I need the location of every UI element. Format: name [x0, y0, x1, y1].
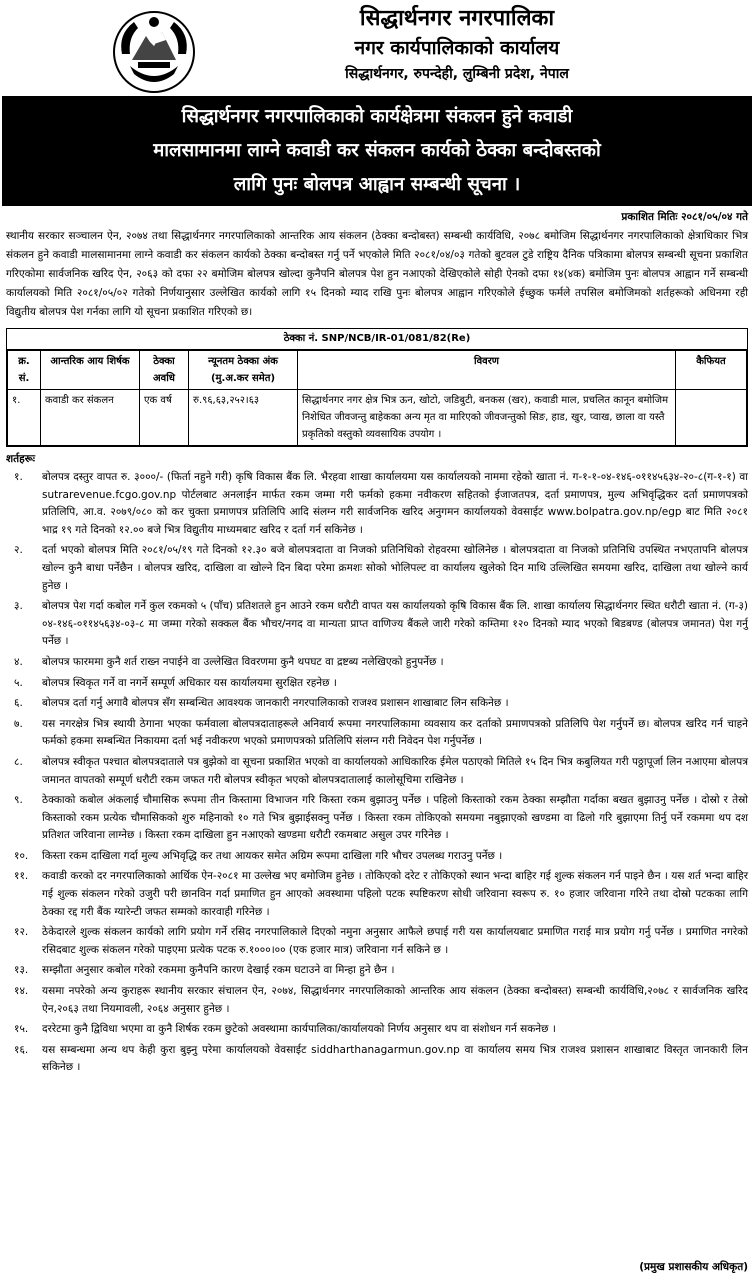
condition-text: बोलपत्र स्वीकृत पश्चात बोलपत्रदाताले पत्र बुझेको वा सूचना प्रकाशित भएको वा कार्यालयको आधिकारिक ईमेल पठाएको मितिले १५ दिन भित्र कबुलियत गरी पठ्ठापूर्जा लिन नआएमा बोलपत्र जमानत वापतको सम्पूर्ण धरौटी रकम जफत गरी बोलपत्र स्वीकृत भएको बोलपत्रदातालाई कालोसूचिमा राखिनेछ । [42, 755, 748, 786]
office-header [0, 0, 754, 96]
condition-number: १५. [14, 1023, 29, 1036]
condition-number: ३. [14, 600, 23, 613]
condition-text: बोलपत्र फारममा कुनै शर्त राख्न नपाईने वा उल्लेखित विवरणमा कुनै थपघट वा द्रष्टब्य नलेखिएको हुनुपर्नेछ । [42, 655, 444, 668]
nepal-government-emblem-icon [108, 4, 200, 96]
col-details: विवरण [298, 351, 676, 390]
list-item [6, 754, 748, 789]
condition-number: ८. [14, 755, 23, 768]
condition-number: ६. [14, 697, 23, 710]
condition-text: बोलपत्र दर्ता गर्नु अगावै बोलपत्र सँग सम्बन्धित आवश्यक जानकारी नगरपालिकाको राजश्व प्रशासन शाखाबाट लिन सकिनेछ । [42, 697, 509, 710]
cell-title: कवाडी कर संकलन [41, 390, 140, 446]
condition-text: सम्झौता अनुसार कबोल गरेको रकममा कुनैपनि कारण देखाई रकम घटाउने वा मिन्हा हुने छैन । [42, 964, 395, 977]
office-address: सिद्धार्थनगर, रुपन्देही, लुम्बिनी प्रदेश, नेपाल [345, 66, 569, 82]
cell-sn: १. [8, 390, 41, 446]
signatory-title: (प्रमुख प्रशासकीय अधिकृत) [639, 1261, 748, 1273]
condition-number: १२. [14, 926, 29, 939]
condition-text: किस्ता रकम दाखिला गर्दा मुल्य अभिवृद्धि कर तथा आयकर समेत अग्रिम रूपमा दाखिला गरि भौचर उपलब्ध गराउनु पर्नेछ । [42, 849, 503, 862]
condition-number: १६. [14, 1043, 29, 1056]
cell-duration: एक वर्ष [140, 390, 189, 446]
notice-title-line-3: लागि पुनः बोलपत्र आह्वान सम्बन्धी सूचना । [233, 174, 521, 195]
condition-number: ५. [14, 676, 23, 689]
office-name: नगर कार्यपालिकाको कार्यालय [354, 37, 560, 59]
condition-number: ११. [14, 870, 29, 883]
condition-text: दर्ता भएको बोलपत्र मिति २०८१/०५/१९ गते दिनको १२.३० बजे बोलपत्रदाता वा निजको प्रतिनिधिको रोहवरमा खोलिनेछ । बोलपत्रदाता वा निजको प्रतिनिधि उपस्थित नभएतापनि बोलपत्र खोल्न कुनै बाधा पर्नेछैन । बोलपत्र खरिद, दाखिला वा खोल्ने दिन बिदा परेमा क्रमशः सोको भोलिपल्ट वा कार्यालय खुलेको दिन माथि उल्लिखित समयमा खरिद, दाखिला तथा खोल्ने कार्य हुनेछ । [42, 544, 748, 592]
condition-number: १. [14, 471, 23, 483]
publish-date: प्रकाशित मितिः २०८१/०५/०४ गते [621, 211, 748, 223]
contract-number: ठेक्का नं. SNP/NCB/IR-01/081/82(Re) [7, 329, 747, 350]
condition-number: १३. [14, 964, 29, 977]
condition-text: बोलपत्र स्विकृत गर्ने वा नगर्ने सम्पूर्ण अधिकार यस कार्यालयमा सुरक्षित रहनेछ । [42, 676, 337, 689]
list-item [6, 716, 748, 751]
condition-number: १०. [14, 849, 29, 862]
condition-text: यस नगरक्षेत्र भित्र स्थायी ठेगाना भएका फर्मवाला बोलपत्रदाताहरूले अनिवार्य रूपमा नगरपालिकामा व्यवसाय कर दर्ताको प्रमाणपत्रको प्रतिलिपि पेश गर्नुपर्ने छ। बोलपत्र खरिद गर्न चाहने फर्मको हकमा सम्बन्धित निकायमा दर्ता भई नवीकरण भएको प्रमाणपत्रको प्रतिलिपि संलग्न गरी निवेदन पेश गर्नुपर्नेछ । [42, 717, 748, 748]
col-sn: क्र. सं. [8, 351, 41, 390]
list-item [6, 542, 748, 595]
list-item [6, 792, 748, 845]
list-item [6, 983, 748, 1018]
condition-number: २. [14, 544, 23, 557]
cell-remarks [676, 390, 747, 446]
list-item [6, 924, 748, 959]
list-item [6, 1042, 748, 1077]
condition-text: यस सम्बन्धमा अन्य थप केही कुरा बुझ्नु परेमा कार्यालयको वेवसाईट siddharthanagarmun.gov.np वा कार्यालय समय भित्र राजश्व प्रशासन शाखाबाट विस्तृत जानकारी लिन सकिनेछ । [42, 1043, 748, 1074]
conditions-heading: शर्तहरूः [6, 453, 35, 465]
list-item [6, 469, 748, 539]
list-item [6, 868, 748, 921]
contract-table [7, 350, 747, 446]
conditions-list [0, 469, 754, 1077]
condition-number: ९. [14, 794, 23, 807]
cell-details: सिद्धार्थनगर नगर क्षेत्र भित्र ऊन, खोटो, जडिबुटी, बनकस (खर), कवाडी माल, प्रचलित कानून बमोजिम निशेधित जीवजन्तु बाहेकका अन्य मृत वा मारिएको जीवजन्तुको सिङ, हाड, खुर, प्वाख, छाला वा यस्तै प्रकृतिको वस्तुको व्यवसायिक उपयोग । [298, 390, 676, 446]
condition-text: ठेकेदारले शुल्क संकलन कार्यको लागि प्रयोग गर्ने रसिद नगरपालिकाले दिएको नमुना अनुसार आफैले छपाई गरी यस कार्यालयबाट प्रमाणित गराई मात्र प्रयोग गर्नु पर्नेछ । प्रमाणित नगरेको रसिदबाट शुल्क संकलन गरेको पाइएमा प्रत्येक पटक रु.१०००।०० (एक हजार मात्र) जरिवाना गर्न सकिने छ । [42, 926, 748, 956]
list-item [6, 654, 748, 672]
notice-title-line-2: मालसामानमा लाग्ने कवाडी कर संकलन कार्यको ठेक्का बन्दोबस्तको [153, 140, 601, 161]
office-name-block [200, 4, 714, 86]
condition-text: कवाडी करको दर नगरपालिकाको आर्थिक ऐन-२०८१ मा उल्लेख भए बमोजिम हुनेछ । तोकिएको दरेट र तोकिएको स्थान भन्दा बाहिर गई शुल्क संकलन गर्न पाइने छैन । यस शर्त भन्दा बाहिर गई शुल्क संकलन गरेको उजुरी परी छानविन गर्दा प्रमाणित हुन आएको अवस्थामा पहिलो पटक स्पष्टिकरण सोधी जरिवाना स्वरूप रु. १० हजार जरिवाना गरिने तथा दोस्रो पटकका लागि ठेक्का रद्द गरी बैंक ग्यारेन्टी जफत सम्मको कारवाही गरिनेछ । [42, 870, 748, 918]
table-row [8, 390, 747, 446]
condition-text: बोलपत्र पेश गर्दा कबोल गर्ने कुल रकमको ५ (पाँच) प्रतिशतले हुन आउने रकम धरौटी वापत यस कार्यालयको कृषि विकास बैंक लि. शाखा कार्यालय सिद्धार्थनगर स्थित धरौटी खाता नं. (ग-३) ०४-१४६-०११४५६३४-०३-८ मा जम्मा गरेको सक्कल बैंक भौचर/नगद वा मान्यता प्राप्त वाणिज्य बैंकले जारी गरेको कम्तिमा १२० दिनको म्याद भएको बिडबण्ड (बोलपत्र जमानत) पेश गर्नु पर्नेछ । [42, 600, 748, 648]
notice-title-line-1: सिद्धार्थनगर नगरपालिकाको कार्यक्षेत्रमा संकलन हुने कवाडी [181, 106, 573, 127]
list-item [6, 675, 748, 693]
condition-text: यसमा नपरेको अन्य कुराहरू स्थानीय सरकार संचालन ऐन, २०७४, सिद्धार्थनगर नगरपालिकाको आन्तरिक आय संकलन (ठेक्का बन्दोबस्त) सम्बन्धी कार्यविधि,२०७८ र सार्वजनिक खरिद ऐन,२०६३ तथा नियमावली, २०६४ अनुसार हुनेछ । [42, 985, 748, 1015]
condition-text: दररेटमा कुनै द्विविधा भएमा वा कुनै शिर्षक रकम छुटेको अवस्थामा कार्यपालिका/कार्यालयको निर्णय अनुसार थप वा संशोधन गर्न सकनेछ । [42, 1023, 556, 1036]
col-duration: ठेक्का अवधि [140, 351, 189, 390]
list-item [6, 695, 748, 713]
list-item [6, 598, 748, 651]
list-item [6, 962, 748, 980]
intro-paragraph: स्थानीय सरकार सञ्चालन ऐन, २०७४ तथा सिद्धार्थनगर नगरपालिकाको आन्तरिक आय संकलन (ठेक्का बन्दोबस्त) सम्बन्धी कार्यविधि, २०७८ बमोजिम सिद्धार्थनगर नगरपालिकाको क्षेत्राधिकार भित्र संकलन हुने कवाडी मालसामानमा लाग्ने कवाडी कर संकलन कार्यको ठेक्का बन्दोबस्त गर्नु पर्ने भएकोले मिति २०८१/०४/०३ गतेको बुटवल टुडे राष्ट्रिय दैनिक पत्रिकामा बोलपत्र सम्बन्धी सूचना प्रकाशित गरिएकोमा सार्वजनिक खरिद ऐन, २०६३ को दफा २२ बमोजिम बोलपत्र खोल्दा कुनैपनि बोलपत्र पेश हुन नआएको देखिएकोले सोही ऐनको दफा १४(४क) बमोजिम पुनः बोलपत्र आह्वान गर्ने सम्बन्धी कार्यालयको मिति २०८१/०५/०२ गतेको निर्णयानुसार उल्लेखित कार्यको लागि १५ दिनको म्याद राखि पुनः बोलपत्र आह्वान गरिएकोले ईच्छुक फर्मले तपसिल बमोजिमको शर्तहरूको अधिनमा रही विद्युतीय बोलपत्र पेश गर्नका लागि यो सूचना प्रकाशित गरिएको छ। [6, 230, 748, 318]
list-item [6, 848, 748, 866]
notice-title-banner [2, 96, 752, 206]
condition-number: १४. [14, 985, 29, 998]
condition-text: बोलपत्र दस्तुर वापत रु. ३०००/- (फिर्ता नहुने गरी) कृषि विकास बैंक लि. भैरहवा शाखा कार्यालयमा यस कार्यालयको नाममा रहेको खाता नं. ग-१-१-०४-१४६-०११४५६३४-२०-८(ग-१-१) वा sutrarevenue.fcgo.gov.np पोर्टलबाट अनलाईन मार्फत रकम जम्मा गरी फर्मको हकमा नवीकरण सहितको ईजाजतपत्र, दर्ता प्रमाणपत्र, मुल्य अभिवृद्धिकर दर्ता प्रमाणपत्रको प्रतिलिपि, आ.व. २०७९/०८० को कर चुक्ता प्रमाणपत्र प्रतिलिपि आदि संलग्न गरी सार्वजनिक खरिद अनुगमन कार्यालयको वेवसाईट www.bolpatra.gov.np/egp बाट मिति २०८१ भाद्र १९ गते दिनको १२.०० बजे भित्र विद्युतीय माध्यमबाट खरिद र दर्ता गर्न सकिनेछ । [42, 471, 748, 536]
contract-table-block [6, 328, 748, 447]
condition-number: ४. [14, 655, 23, 668]
col-min-amount: न्यूनतम ठेक्का अंक (मु.अ.कर समेत) [189, 351, 298, 390]
col-title: आन्तरिक आय शिर्षक [41, 351, 140, 390]
table-header-row [8, 351, 747, 390]
condition-number: ७. [14, 717, 23, 730]
cell-min-amount: रु.९६,६३,२५२।६३ [189, 390, 298, 446]
list-item [6, 1021, 748, 1039]
col-remarks: कैफियत [676, 351, 747, 390]
municipality-name: सिद्धार्थनगर नगरपालिका [359, 6, 555, 31]
condition-text: ठेक्काको कबोल अंकलाई चौमासिक रूपमा तीन किस्तामा विभाजन गरि किस्ता रकम बुझाउनु पर्नेछ । पहिलो किस्ताको रकम ठेक्का सम्झौता गर्दाका बखत बुझाउनु पर्नेछ । दोस्रो र तेस्रो किस्ताको रकम प्रत्येक चौमासिकको शुरु महिनाको १० गते भित्र बुझाईसक्नु पर्नेछ । किस्ता रकम तोकिएको समयमा नबुझाएको खण्डमा वा ढिलो गरि बुझाएमा तिर्नु पर्ने रकममा थप दश प्रतिशत जरिवाना लाग्नेछ । किस्ता रकम दाखिला हुन नआएको खण्डमा धरौटी रकमबाट असुल उपर गरिनेछ । [42, 794, 748, 842]
